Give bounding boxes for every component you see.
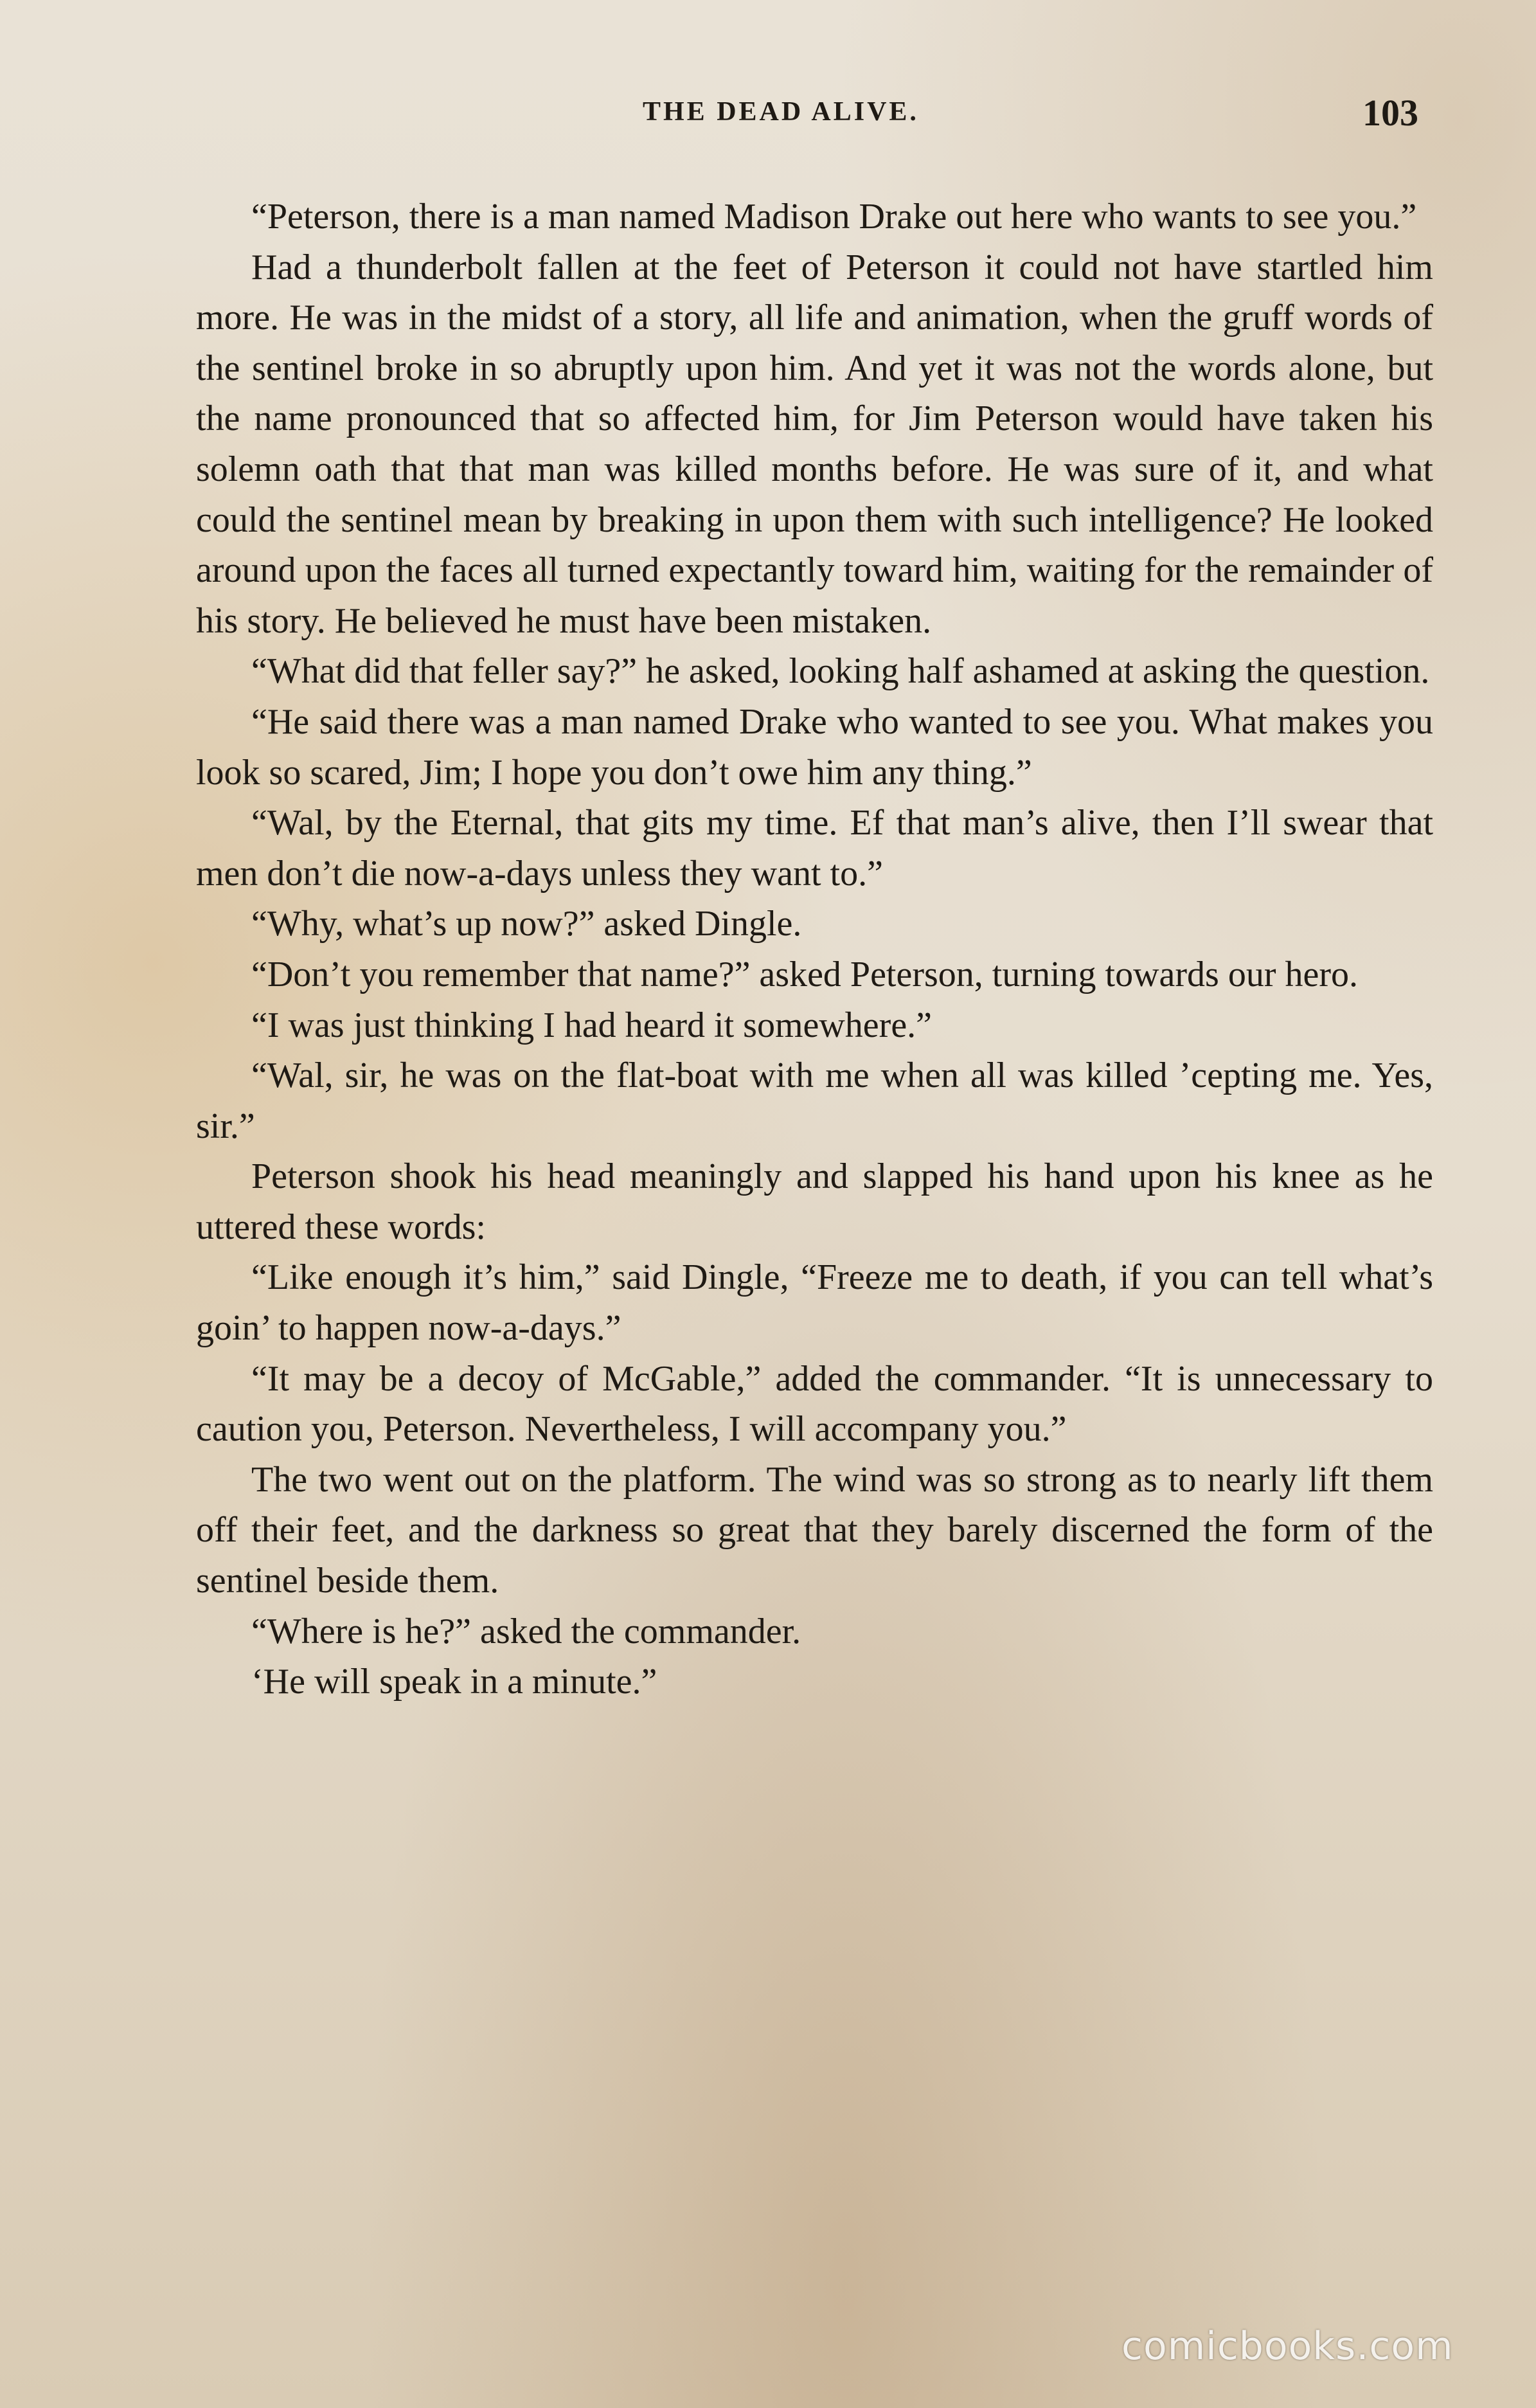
paragraph: “Why, what’s up now?” asked Dingle. [251,904,802,944]
paragraph: “I was just thinking I had heard it somewhere.” [251,1005,933,1045]
page-header [0,92,1536,154]
paragraph: The two went out on the platform. The wind was so strong as to nearly lift them off their feet, and the darkness so great that they barely discerned the form of the sentinel beside them. [196,1459,1433,1601]
paragraph: “Wal, sir, he was on the flat-boat with me when all was killed ’cepting me. Yes, sir.” [196,1056,1433,1146]
paragraph: “Where is he?” asked the commander. [251,1611,801,1651]
paragraph: “Don’t you remember that name?” asked Peterson, turning towards our hero. [251,954,1358,994]
site-watermark: comicbooks.com [1121,2324,1454,2369]
paragraph: “He said there was a man named Drake who wanted to see you. What makes you look so scared, Jim; I hope you don’t owe him any thing.” [196,701,1433,793]
paragraph: Peterson shook his head meaningly and slapped his hand upon his knee as he uttered these words: [196,1156,1433,1247]
paragraph: “What did that feller say?” he asked, looking half ashamed at asking the question. [251,651,1430,692]
body-text [196,192,1433,1707]
page-number: 103 [1362,92,1418,134]
paragraph: “Like enough it’s him,” said Dingle, “Freeze me to death, if you can tell what’s goin’ to happen now-a-days.” [196,1257,1433,1349]
paragraph: Had a thunderbolt fallen at the feet of Peterson it could not have startled him more. He was in the midst of a story, all life and animation, when the gruff words of the sentinel broke in so abruptly upon him. And yet it was not the words alone, but the name pronounced that so affected him, for Jim Peterson would have taken his solemn oath that that man was killed months before. He was sure of it, and what could the sentinel mean by breaking in upon them with such intelligence? He looked around upon the faces all turned expectantly toward him, waiting for the remainder of his story. He believed he must have been mistaken. [196,247,1433,641]
paragraph: “Peterson, there is a man named Madison Drake out here who wants to see you.” [251,197,1417,237]
paragraph: “It may be a decoy of McGable,” added the commander. “It is unnecessary to caution you, Peterson. Nevertheless, I will accompany you.” [196,1358,1433,1450]
running-head: THE DEAD ALIVE. [643,97,919,127]
paragraph: “Wal, by the Eternal, that gits my time. Ef that man’s alive, then I’ll swear that men don’t die now-a-days unless they want to.” [196,803,1433,894]
paragraph: ‘He will speak in a minute.” [251,1662,657,1702]
